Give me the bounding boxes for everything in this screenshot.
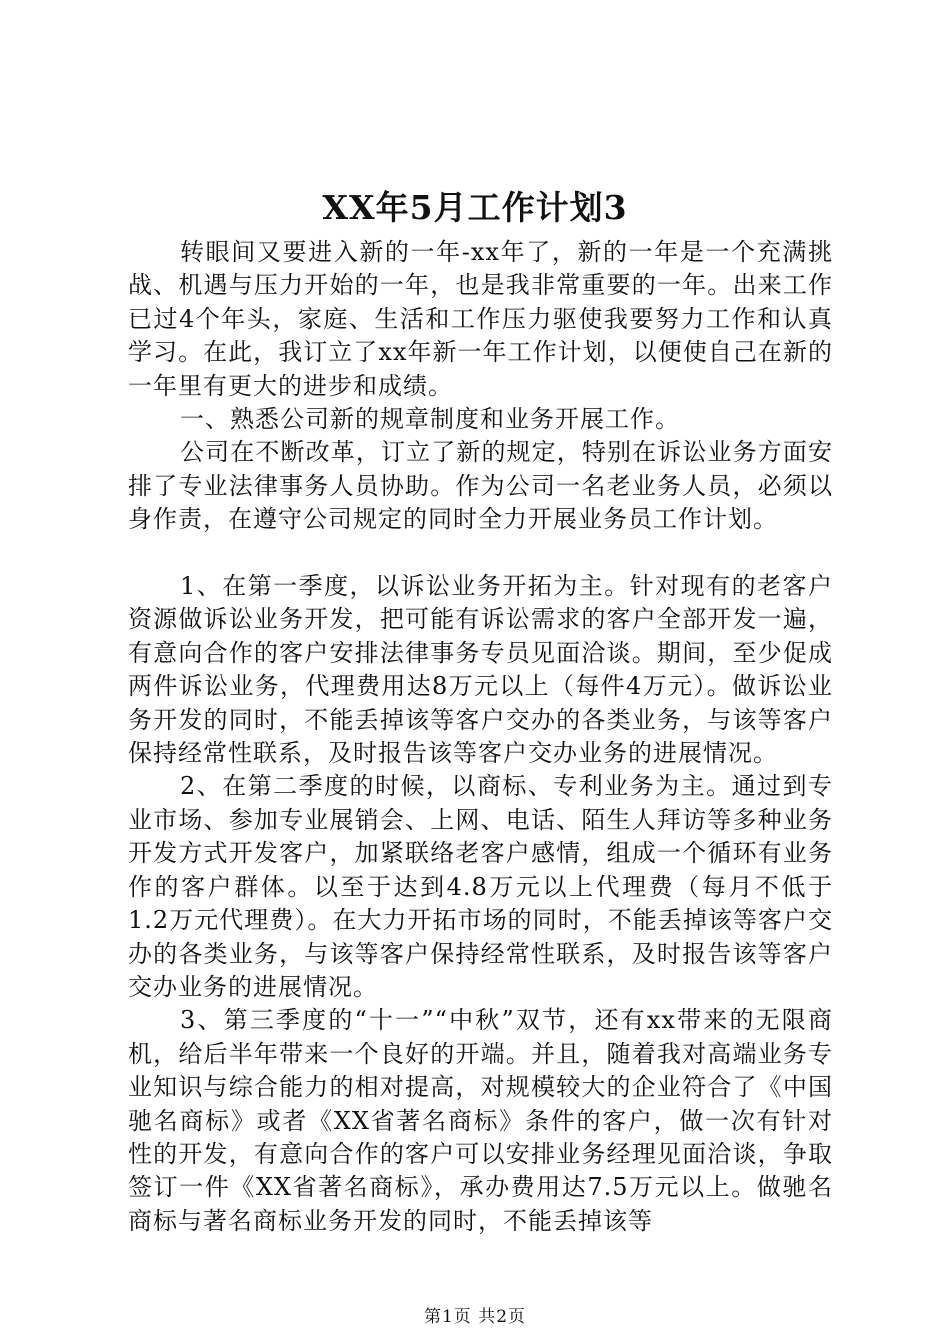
intro-paragraph: 转眼间又要进入新的一年-xx年了，新的一年是一个充满挑战、机遇与压力开始的一年，也是我非常重要的一年。出来工作已过4个年头，家庭、生活和工作压力驱使我要努力工作和认真学习。在此，我订立了xx年新一年工作计划，以便使自己在新的一年里有更大的进步和成绩。 bbox=[128, 238, 833, 400]
q2-plan-paragraph: 2、在第二季度的时候，以商标、专利业务为主。通过到专业市场、参加专业展销会、上网、电话、陌生人拜访等多种业务开发方式开发客户，加紧联络老客户感情，组成一个循环有业务作的客户群体。以至于达到4.8万元以上代理费（每月不低于1.2万元代理费）。在大力开拓市场的同时，不能丢掉该等客户交办的各类业务，与该等客户保持经常性联系，及时报告该等客户交办业务的进展情况。 bbox=[128, 772, 833, 1001]
document-body bbox=[128, 236, 833, 1238]
q3-plan-paragraph: 3、第三季度的“十一”“中秋”双节，还有xx带来的无限商机，给后半年带来一个良好的开端。并且，随着我对高端业务专业知识与综合能力的相对提高，对规模较大的企业符合了《中国驰名商标》或者《XX省著名商标》条件的客户，做一次有针对性的开发，有意向合作的客户可以安排业务经理见面洽谈，争取签订一件《XX省著名商标》，承办费用达7.5万元以上。做驰名商标与著名商标业务开发的同时，不能丢掉该等 bbox=[128, 1006, 833, 1235]
page-number: 第1页 共2页 bbox=[423, 1307, 527, 1327]
document-title: XX年5月工作计划3 bbox=[322, 188, 628, 227]
policy-paragraph: 公司在不断改革，订立了新的规定，特别在诉讼业务方面安排了专业法律事务人员协助。作为公司一名老业务人员，必须以身作责，在遵守公司规定的同时全力开展业务员工作计划。 bbox=[128, 438, 833, 534]
section-heading: 一、熟悉公司新的规章制度和业务开展工作。 bbox=[180, 405, 680, 434]
q1-plan-paragraph: 1、在第一季度，以诉讼业务开拓为主。针对现有的老客户资源做诉讼业务开发，把可能有诉讼需求的客户全部开发一遍，有意向合作的客户安排法律事务专员见面洽谈。期间，至少促成两件诉讼业务，代理费用达8万元以上（每件4万元）。做诉讼业务开发的同时，不能丢掉该等客户交办的各类业务，与该等客户保持经常性联系，及时报告该等客户交办业务的进展情况。 bbox=[128, 572, 833, 768]
paragraph-spacer bbox=[128, 537, 833, 570]
